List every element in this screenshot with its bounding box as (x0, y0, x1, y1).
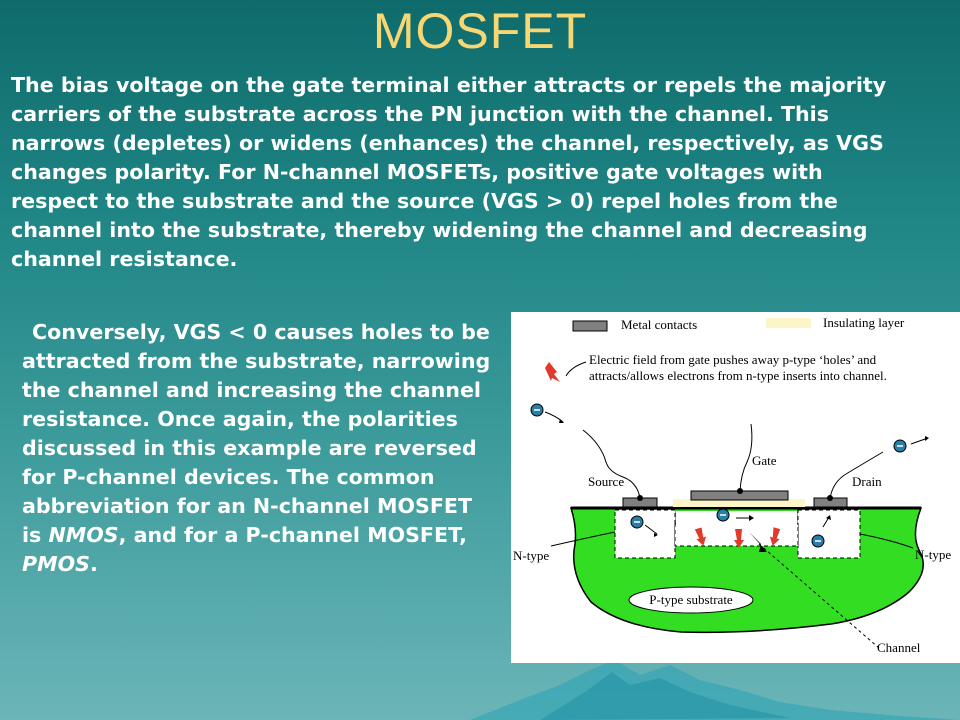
second-paragraph-text-3: . (89, 552, 98, 576)
slide-title: MOSFET (372, 3, 588, 59)
field-note-line-2: attracts/allows electrons from n-type inserts into channel. (589, 368, 887, 383)
n-type-right-label: N-type (915, 547, 952, 562)
drain-label: Drain (852, 474, 882, 489)
second-paragraph-text-2: , and for a P-channel MOSFET, (118, 523, 468, 547)
legend-insulating-swatch (766, 318, 811, 328)
second-paragraph-text-1: Conversely, VGS < 0 causes holes to be attracted from the substrate, narrowing the channel and increasing the channel resistance. Once again, the polarities discussed in this example are reversed for P-channel devices. The common abbreviation for an N-channel MOSFET is (22, 320, 491, 547)
nmos-term: NMOS (48, 523, 119, 547)
legend-metal-swatch (573, 321, 607, 331)
pmos-term: PMOS (22, 552, 90, 576)
legend-metal-label: Metal contacts (621, 317, 698, 332)
field-note-pointer (566, 362, 586, 376)
p-type-substrate-label: P-type substrate (649, 592, 733, 607)
mosfet-diagram (511, 312, 960, 663)
source-label: Source (588, 474, 625, 489)
source-n-type-region (615, 510, 675, 558)
second-paragraph (22, 318, 492, 579)
main-paragraph: The bias voltage on the gate terminal either attracts or repels the majority carriers of the substrate across the PN junction with the channel. This narrows (depletes) or widens (enhances) the channel, respectively, as VGS changes polarity. For N-channel MOSFETs, positive gate voltages with respect to the substrate and the source (VGS > 0) repel holes from the channel into the substrate, thereby widening the channel and decreasing channel resistance. (11, 73, 887, 271)
field-note-line-1: Electric field from gate pushes away p-type ‘holes’ and (589, 352, 877, 367)
hole-arrow-icon (545, 362, 560, 382)
n-type-left-label: N-type (513, 548, 550, 563)
channel-label: Channel (877, 640, 921, 655)
legend-insulating-label: Insulating layer (823, 315, 905, 330)
gate-label: Gate (752, 453, 777, 468)
